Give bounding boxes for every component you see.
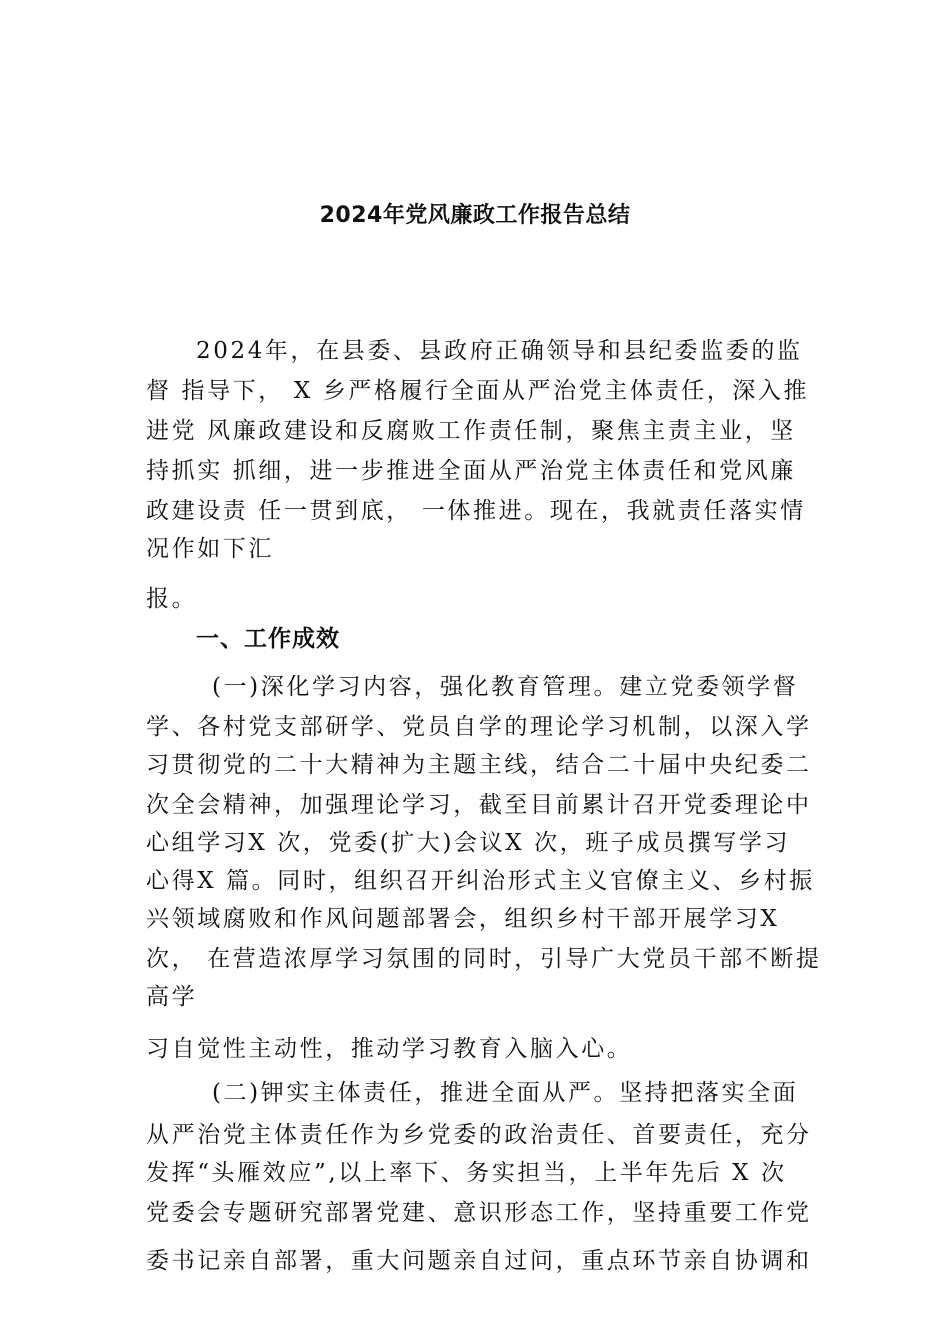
item1-line: 心组学习X 次，党委(扩大)会议X 次，班子成员撰写学习 xyxy=(146,830,791,856)
item2-line: 发挥“头雁效应”,以上率下、务实担当，上半年先后 X 次 xyxy=(146,1160,787,1186)
section-heading: 一、工作成效 xyxy=(196,626,340,652)
item2-line: 委书记亲自部署，重大问题亲自过问，重点环节亲自协调和 xyxy=(146,1248,812,1274)
intro-line: 2024年，在县委、县政府正确领导和县纪委监委的监 xyxy=(196,338,803,364)
item1-line: 心得X 篇。同时，组织召开纠治形式主义官僚主义、乡村振 xyxy=(146,868,815,894)
item2-line: 党委会专题研究部署党建、意识形态工作，坚持重要工作党 xyxy=(146,1200,812,1226)
document-title: 2024年党风廉政工作报告总结 xyxy=(319,203,631,228)
intro-line: 政建设责 任一贯到底， 一体推进。现在，我就责任落实情 xyxy=(146,498,806,524)
intro-line: 督 指导下， X 乡严格履行全面从严治党主体责任，深入推 xyxy=(146,378,810,404)
item1-line: 高学 xyxy=(146,984,198,1010)
item1-line: 学、各村党支部研学、党员自学的理论学习机制，以深入学 xyxy=(146,714,812,740)
item1-line: 兴领域腐败和作风问题部署会，组织乡村干部开展学习X xyxy=(146,906,780,932)
intro-line: 况作如下汇 xyxy=(146,536,274,562)
item1-line: 习贯彻党的二十大精神为主题主线，结合二十届中央纪委二 xyxy=(146,752,812,778)
item1-line: (一)深化学习内容，强化教育管理。建立党委领学督 xyxy=(212,674,799,700)
item1-line: 习自觉性主动性，推动学习教育入脑入心。 xyxy=(146,1036,633,1062)
item2-line: 从严治党主体责任作为乡党委的政治责任、首要责任，充分 xyxy=(146,1122,812,1148)
item2-line: (二)钾实主体责任，推进全面从严。坚持把落实全面 xyxy=(212,1080,799,1106)
intro-line: 报。 xyxy=(146,586,198,612)
item1-line: 次， 在营造浓厚学习氛围的同时，引导广大党员干部不断提 xyxy=(146,946,822,972)
intro-line: 持抓实 抓细，进一步推进全面从严治党主体责任和党风廉 xyxy=(146,458,796,484)
intro-line: 进党 风廉政建设和反腐败工作责任制，聚焦主责主业，坚 xyxy=(146,418,796,444)
item1-line: 次全会精神，加强理论学习，截至目前累计召开党委理论中 xyxy=(146,792,812,818)
